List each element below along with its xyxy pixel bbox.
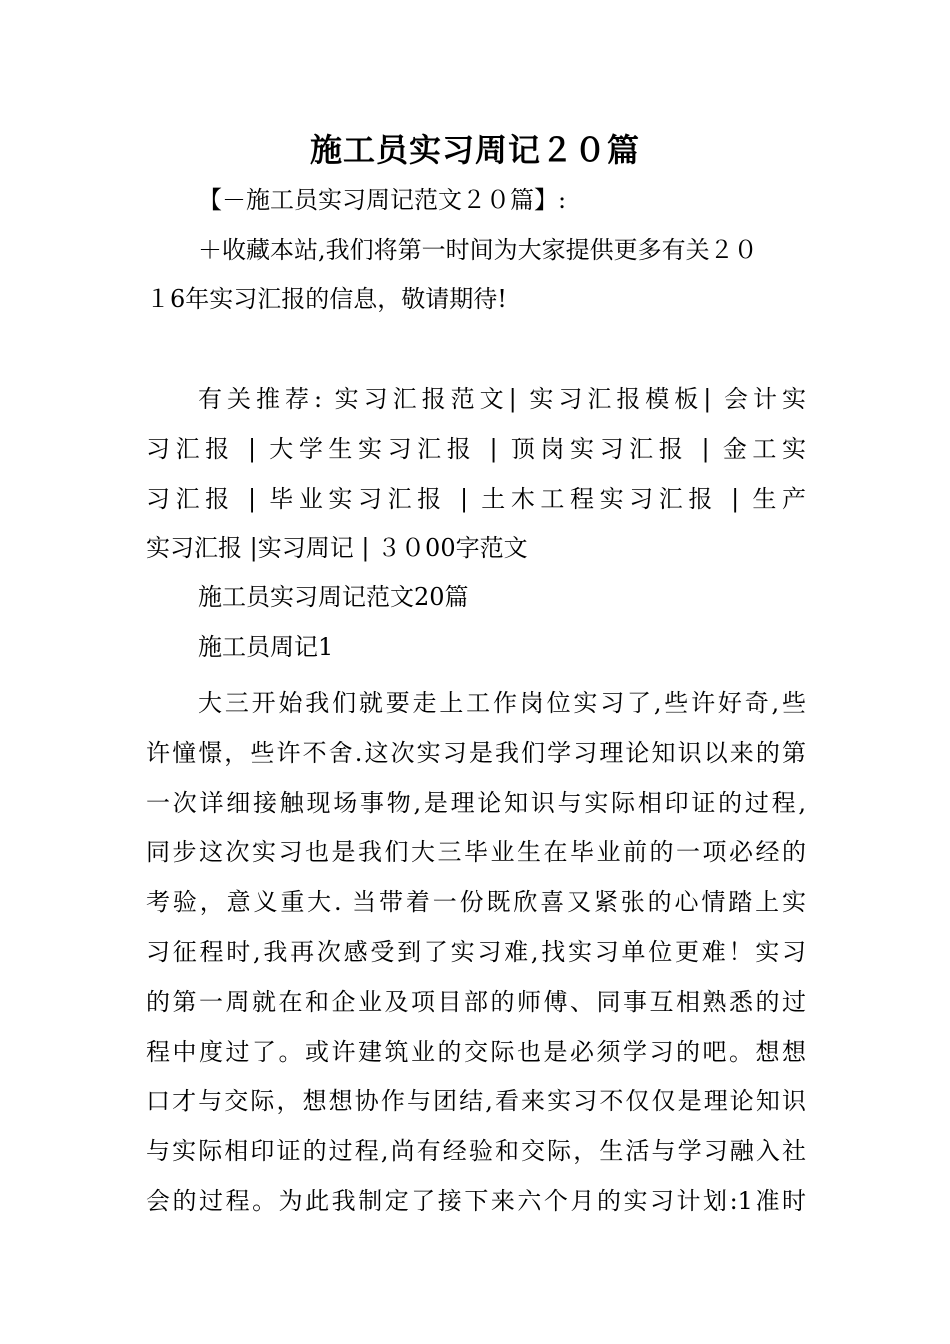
recommend-links-line-3[interactable]: 习汇报 | 毕业实习汇报 | 土木工程实习汇报 | 生产: [146, 485, 806, 513]
body-line: 与实际相印证的过程,尚有经验和交际，生活与学习融入社: [146, 1137, 806, 1166]
recommend-links-line-2[interactable]: 习汇报 | 大学生实习汇报 | 顶岗实习汇报 | 金工实: [146, 435, 806, 463]
recommend-links-line-4[interactable]: 实习汇报 |实习周记 | ３０00字范文: [146, 534, 528, 562]
intro-source-line: 【－施工员实习周记范文２０篇】:: [198, 186, 567, 214]
body-paragraph: [146, 679, 806, 1227]
intro-bookmark-line-continued: １6年实习汇报的信息，敬请期待!: [146, 285, 507, 313]
body-line: 一次详细接触现场事物,是理论知识与实际相印证的过程,: [146, 788, 806, 817]
body-line: 习征程时,我再次感受到了实习难,找实习单位更难！实习: [146, 937, 806, 966]
body-line: 考验，意义重大. 当带着一份既欣喜又紧张的心情踏上实: [146, 888, 806, 917]
section-heading: 施工员周记1: [198, 633, 334, 661]
document-title: 施工员实习周记２０篇: [309, 131, 640, 169]
body-line: 的第一周就在和企业及项目部的师傅、同事互相熟悉的过: [146, 987, 806, 1016]
intro-bookmark-line: ＋收藏本站,我们将第一时间为大家提供更多有关２０: [198, 236, 758, 264]
body-line: 口才与交际，想想协作与团结,看来实习不仅仅是理论知识: [146, 1087, 806, 1116]
body-line: 同步这次实习也是我们大三毕业生在毕业前的一项必经的: [146, 838, 806, 867]
body-line: 许憧憬，些许不舍.这次实习是我们学习理论知识以来的第: [146, 738, 806, 767]
body-line: 会的过程。为此我制定了接下来六个月的实习计划:1准时: [146, 1186, 806, 1215]
body-line: 大三开始我们就要走上工作岗位实习了,些许好奇,些: [198, 689, 806, 717]
article-subtitle: 施工员实习周记范文20篇: [198, 583, 469, 611]
recommend-links-line-1[interactable]: 有关推荐: 实习汇报范文| 实习汇报模板| 会计实: [198, 385, 806, 413]
body-line: 程中度过了。或许建筑业的交际也是必须学习的吧。想想: [146, 1037, 806, 1066]
